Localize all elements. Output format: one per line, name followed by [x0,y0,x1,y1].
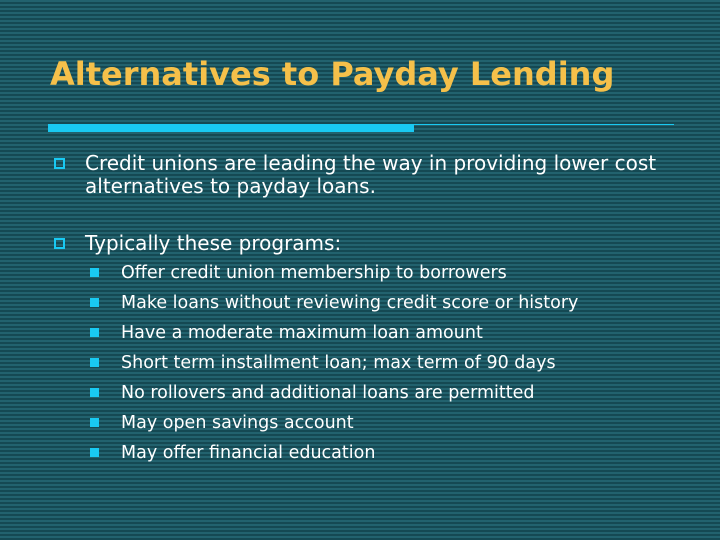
filled-square-bullet-icon [90,328,99,337]
bullet-text: Credit unions are leading the way in providing lower cost alternatives to payday loans. [85,151,657,198]
sub-bullet-item [90,292,578,322]
sub-bullet-text: No rollovers and additional loans are permitted [121,383,535,403]
filled-square-bullet-icon [90,418,99,427]
filled-square-bullet-icon [90,388,99,397]
sub-bullet-text: Short term installment loan; max term of 90 days [121,353,556,373]
bullet-item-credit-unions [54,152,685,198]
slide-title: Alternatives to Payday Lending [50,55,615,93]
hollow-square-bullet-icon [54,238,65,249]
title-underline-thin [414,124,674,125]
sub-bullet-item [90,262,578,292]
filled-square-bullet-icon [90,358,99,367]
sub-bullet-item [90,322,578,352]
filled-square-bullet-icon [90,268,99,277]
bullet-text: Typically these programs: [85,231,342,255]
sub-bullet-text: May offer financial education [121,443,376,463]
sub-bullet-item [90,382,578,412]
sub-bullet-item [90,352,578,382]
sub-bullet-text: Have a moderate maximum loan amount [121,323,483,343]
bullet-item-programs [54,232,685,255]
sub-bullet-item [90,412,578,442]
sub-bullet-text: Make loans without reviewing credit score or history [121,293,579,313]
sub-bullet-item [90,442,578,472]
sub-bullet-list [90,262,578,472]
filled-square-bullet-icon [90,448,99,457]
sub-bullet-text: Offer credit union membership to borrowers [121,263,507,283]
hollow-square-bullet-icon [54,158,65,169]
filled-square-bullet-icon [90,298,99,307]
title-underline-thick [48,124,414,132]
sub-bullet-text: May open savings account [121,413,354,433]
